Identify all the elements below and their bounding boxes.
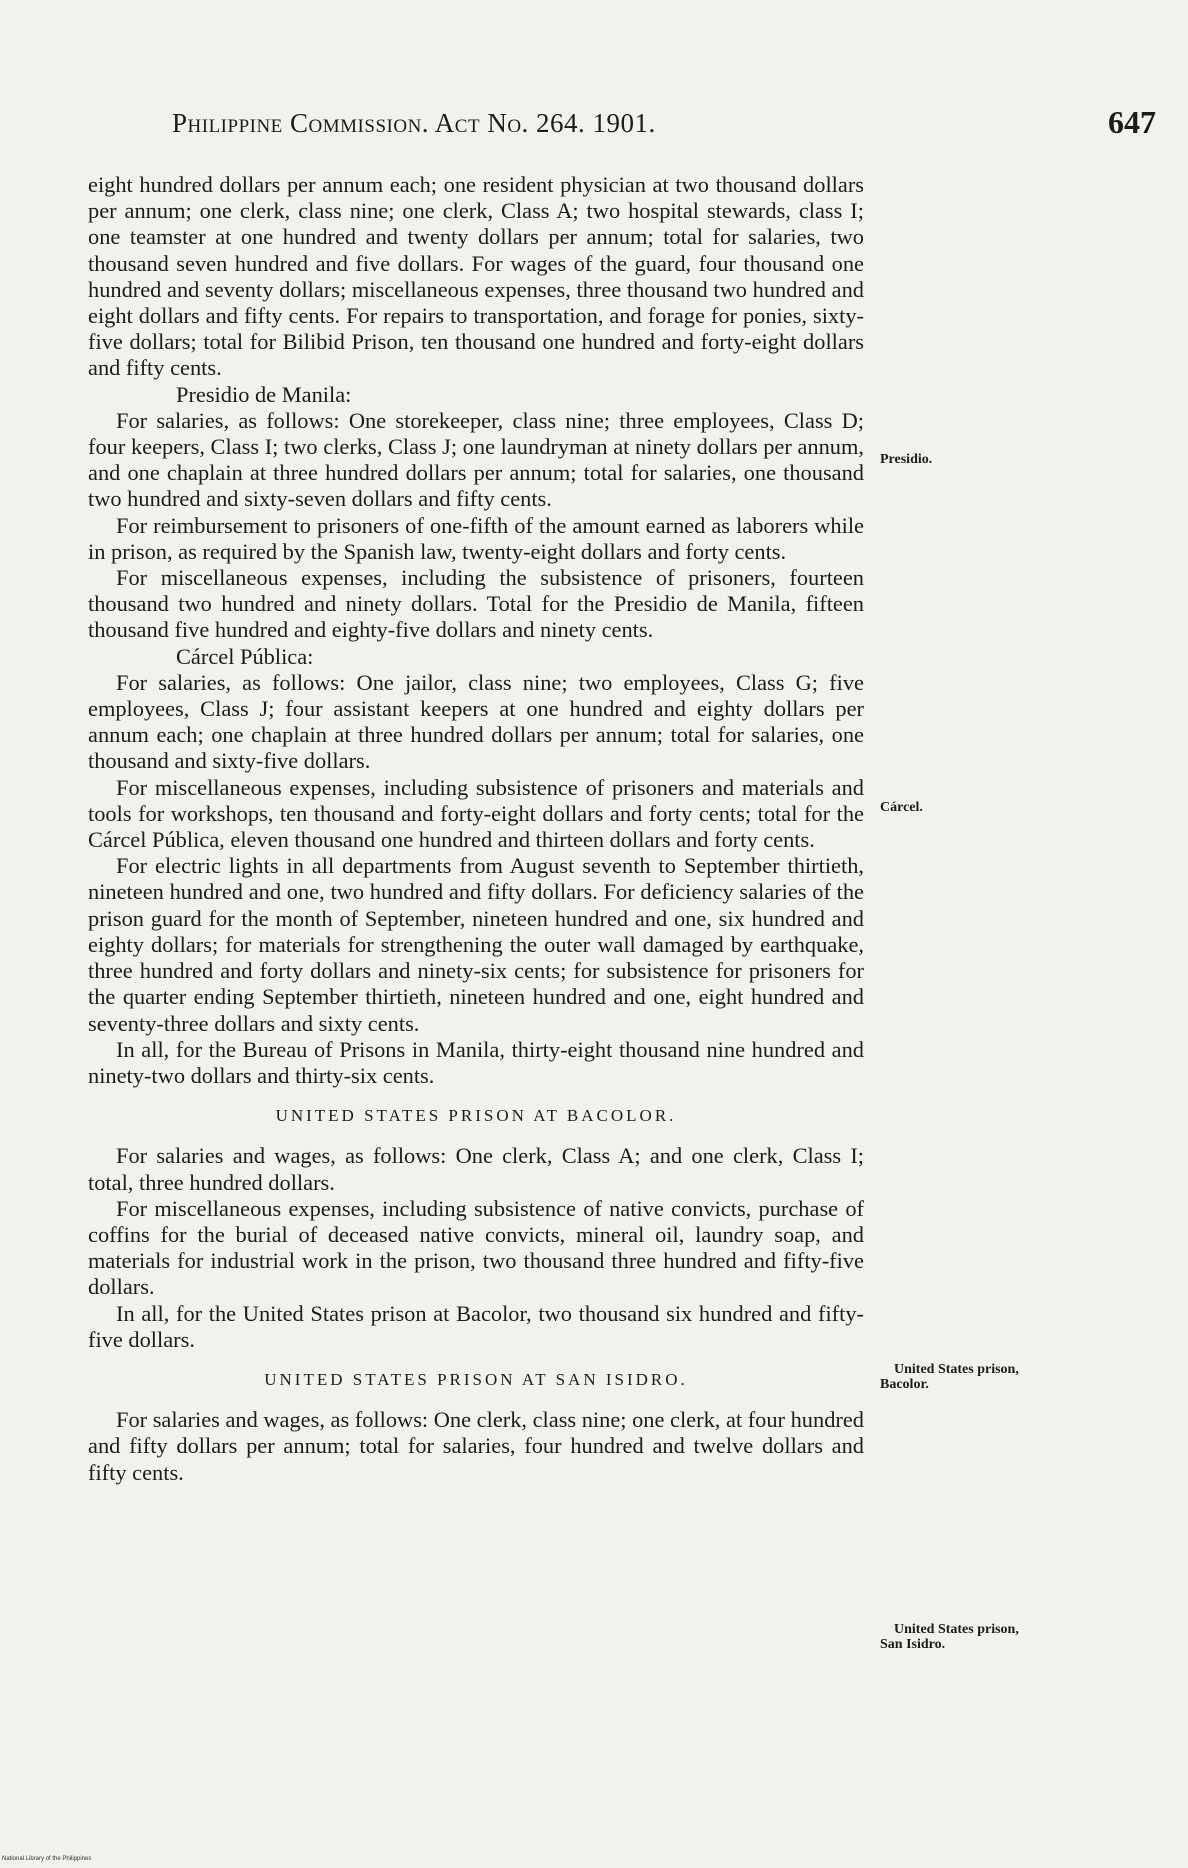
margin-note-text: Bacolor.	[880, 1377, 929, 1392]
page-number: 647	[1108, 104, 1156, 140]
scan-credit: National Library of the Philippines	[2, 1856, 92, 1862]
margin-note-carcel	[880, 800, 1100, 815]
margin-note-text: Cárcel.	[880, 800, 923, 815]
section-heading-san-isidro: UNITED STATES PRISON AT SAN ISIDRO.	[264, 1369, 688, 1389]
margin-note-presidio	[880, 452, 1100, 467]
paragraph: For salaries and wages, as follows: One clerk, Class A; and one clerk, Class I; total, three hundred dollars.	[88, 1143, 864, 1195]
section-heading-bacolor: UNITED STATES PRISON AT BACOLOR.	[275, 1106, 677, 1126]
paragraph: For salaries and wages, as follows: One clerk, class nine; one clerk, at four hundred and fifty dollars per annum; total for salaries, four hundred and twelve dollars and fifty cents.	[88, 1407, 864, 1485]
paragraph: For miscellaneous expenses, including subsistence of prisoners and materials and tools for workshops, ten thousand and forty-eight dollars and forty cents; total for the Cárcel Pública, eleven thousand one hundred and thirteen dollars and forty cents.	[88, 774, 864, 853]
margin-note-bacolor	[880, 1362, 1100, 1392]
margin-note-text: San Isidro.	[880, 1637, 946, 1652]
paragraph: For electric lights in all departments from August seventh to September thirtieth, nineteen hundred and one, two hundred and fifty dollars. For deficiency salaries of the prison guard for the month of September, nineteen hundred and one, six hundred and eighty dollars; for materials for strengthening the outer wall damaged by earthquake, three hundred and forty dollars and ninety-six cents; for subsistence for prisoners for the quarter ending September thirtieth, nineteen hundred and one, eight hundred and seventy-three dollars and sixty cents.	[88, 853, 864, 1036]
paragraph: For salaries, as follows: One jailor, class nine; two employees, Class G; five employees, Class J; four assistant keepers at one hundred and eighty dollars per annum each; one chaplain at three hundred dollars per annum; total for salaries, one thousand and sixty-five dollars.	[88, 669, 864, 774]
paragraph: eight hundred dollars per annum each; one resident physician at two thousand dollars per annum; one clerk, class nine; one clerk, Class A; two hospital stewards, class I; one teamster at one hundred and twenty dollars per annum; total for salaries, two thousand seven hundred and five dollars. For wages of the guard, four thousand one hundred and seventy dollars; miscellaneous expenses, three thousand two hundred and eight dollars and fifty cents. For repairs to transportation, and forage for ponies, sixty-five dollars; total for Bilibid Prison, ten thousand one hundred and forty-eight dollars and fifty cents.	[88, 172, 864, 381]
section-heading-presidio: Presidio de Manila:	[176, 381, 352, 407]
margin-note-san-isidro	[880, 1622, 1100, 1652]
margin-note-text: United States prison,	[894, 1622, 1019, 1637]
margin-note-text: United States prison,	[894, 1362, 1019, 1377]
paragraph: In all, for the Bureau of Prisons in Manila, thirty-eight thousand nine hundred and ninety-two dollars and thirty-six cents.	[88, 1036, 864, 1088]
paragraph: For reimbursement to prisoners of one-fifth of the amount earned as laborers while in prison, as required by the Spanish law, twenty-eight dollars and forty cents.	[88, 512, 864, 564]
paragraph: For miscellaneous expenses, including subsistence of native convicts, purchase of coffins for the burial of deceased native convicts, mineral oil, laundry soap, and materials for industrial work in the prison, two thousand three hundred and fifty-five dollars.	[88, 1195, 864, 1300]
running-title: Philippine Commission. Act No. 264. 1901.	[172, 108, 656, 138]
margin-note-text: Presidio.	[880, 452, 933, 467]
paragraph: For salaries, as follows: One storekeeper, class nine; three employees, Class D; four keepers, Class I; two clerks, Class J; one laundryman at ninety dollars per annum, and one chaplain at three hundred dollars per annum; total for salaries, one thousand two hundred and sixty-seven dollars and fifty cents.	[88, 407, 864, 512]
paragraph: For miscellaneous expenses, including the subsistence of prisoners, fourteen thousand two hundred and ninety dollars. Total for the Presidio de Manila, fifteen thousand five hundred and eighty-five dollars and ninety cents.	[88, 565, 864, 643]
paragraph: In all, for the United States prison at Bacolor, two thousand six hundred and fifty-five dollars.	[88, 1300, 864, 1352]
body-text	[88, 172, 864, 1486]
running-head	[0, 104, 1188, 148]
section-heading-carcel: Cárcel Pública:	[176, 643, 314, 669]
